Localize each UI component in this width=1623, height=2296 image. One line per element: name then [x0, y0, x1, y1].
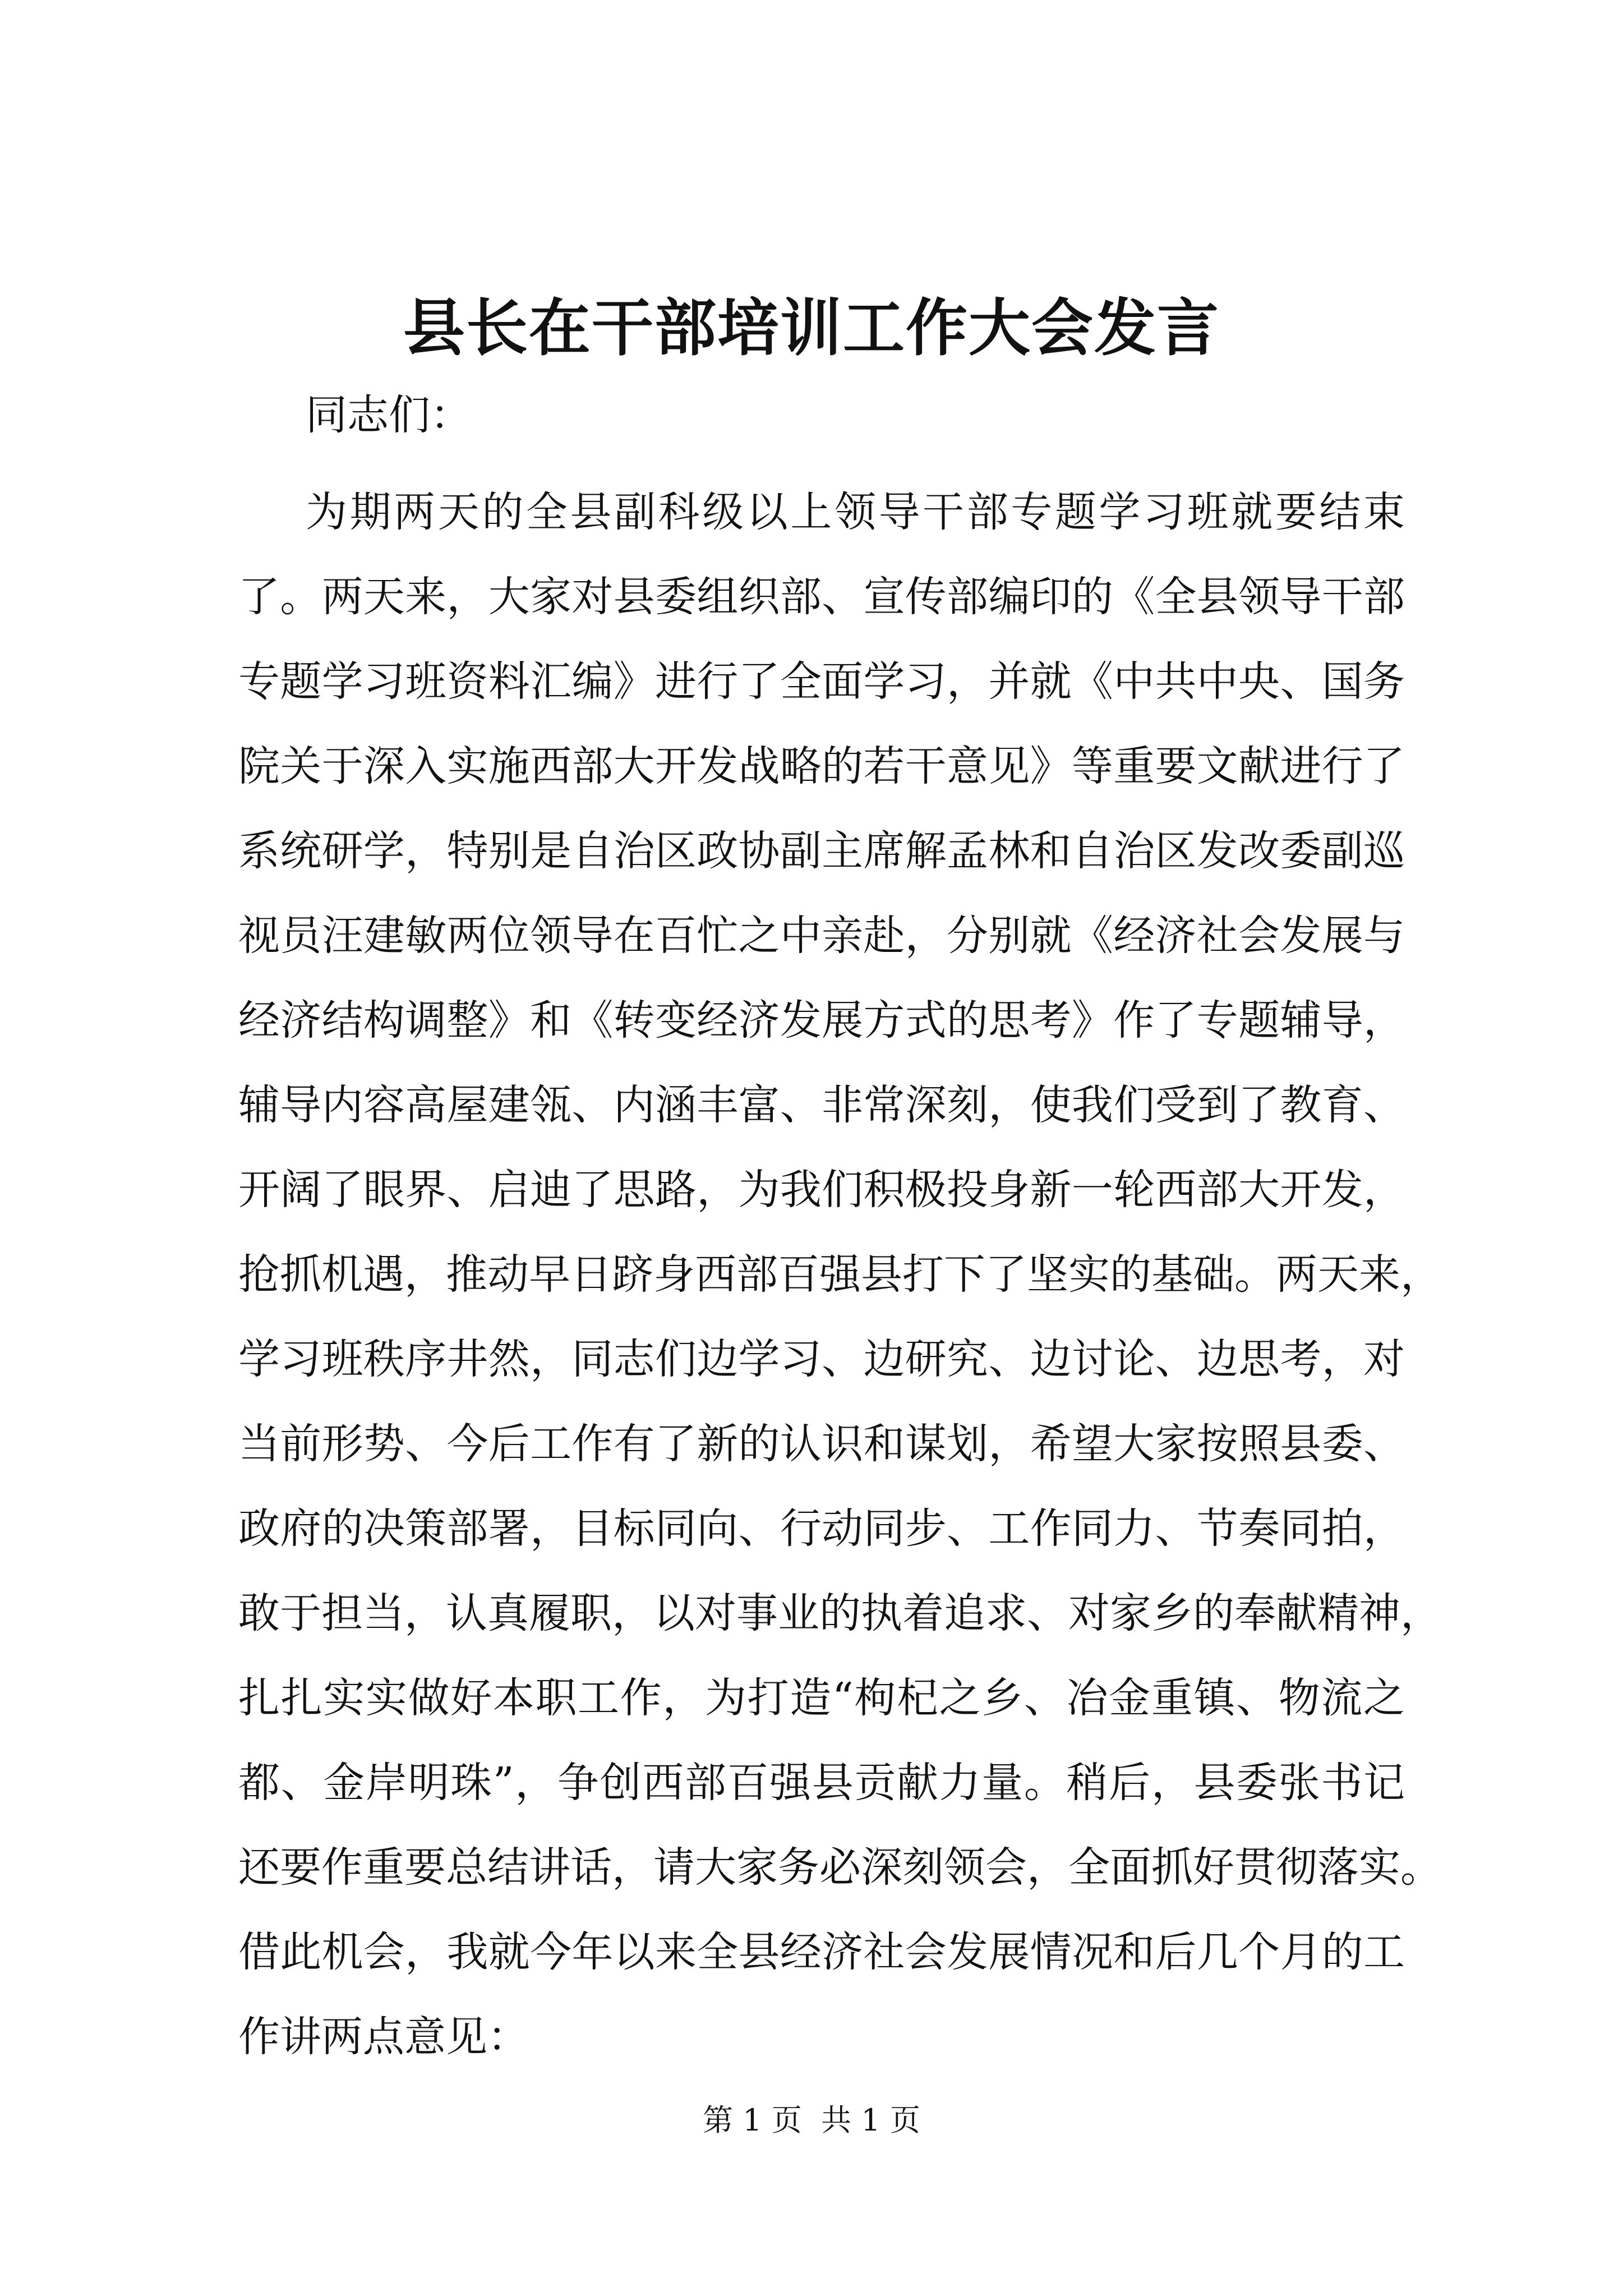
paragraph-line: 扎扎实实做好本职工作，为打造“枸杞之乡、冶金重镇、物流之 [238, 1674, 1405, 1722]
paragraph-line: 辅导内容高屋建瓴、内涵丰富、非常深刻，使我们受到了教育、 [238, 1081, 1405, 1129]
salutation: 同志们： [306, 391, 472, 439]
paragraph-line: 经济结构调整》和《转变经济发展方式的思考》作了专题辅导， [238, 996, 1405, 1045]
paragraph-line: 为期两天的全县副科级以上领导干部专题学习班就要结束 [306, 488, 1405, 536]
paragraph-line: 院关于深入实施西部大开发战略的若干意见》等重要文献进行了 [238, 742, 1405, 790]
document-title: 县长在干部培训工作大会发言 [403, 292, 1220, 364]
paragraph-line: 系统研学，特别是自治区政协副主席解孟林和自治区发改委副巡 [238, 827, 1405, 875]
paragraph-line: 政府的决策部署，目标同向、行动同步、工作同力、节奏同拍， [238, 1504, 1405, 1553]
paragraph-line: 当前形势、今后工作有了新的认识和谋划，希望大家按照县委、 [238, 1420, 1405, 1468]
paragraph-line: 专题学习班资料汇编》进行了全面学习，并就《中共中央、国务 [238, 657, 1405, 706]
paragraph-line: 都、金岸明珠”，争创西部百强县贡献力量。稍后，县委张书记 [238, 1759, 1405, 1807]
paragraph-line: 抢抓机遇，推动早日跻身西部百强县打下了坚实的基础。两天来， [238, 1250, 1442, 1299]
page-footer [0, 2101, 1623, 2140]
paragraph-line: 学习班秩序井然，同志们边学习、边研究、边讨论、边思考，对 [238, 1335, 1405, 1383]
paragraph-line: 视员汪建敏两位领导在百忙之中亲赴，分别就《经济社会发展与 [238, 912, 1405, 960]
page-number: 第 1 页 共 1 页 [703, 2102, 920, 2138]
paragraph-line: 作讲两点意见： [238, 2013, 529, 2061]
paragraph-line: 开阔了眼界、启迪了思路，为我们积极投身新一轮西部大开发， [238, 1166, 1405, 1214]
paragraph-line: 了。两天来，大家对县委组织部、宣传部编印的《全县领导干部 [238, 573, 1405, 621]
paragraph-line: 借此机会，我就今年以来全县经济社会发展情况和后几个月的工 [238, 1928, 1405, 1976]
paragraph-line: 敢于担当，认真履职，以对事业的执着追求、对家乡的奉献精神， [238, 1589, 1442, 1637]
paragraph-line: 还要作重要总结讲话，请大家务必深刻领会，全面抓好贯彻落实。 [238, 1843, 1442, 1892]
body-paragraph [238, 470, 1442, 2079]
